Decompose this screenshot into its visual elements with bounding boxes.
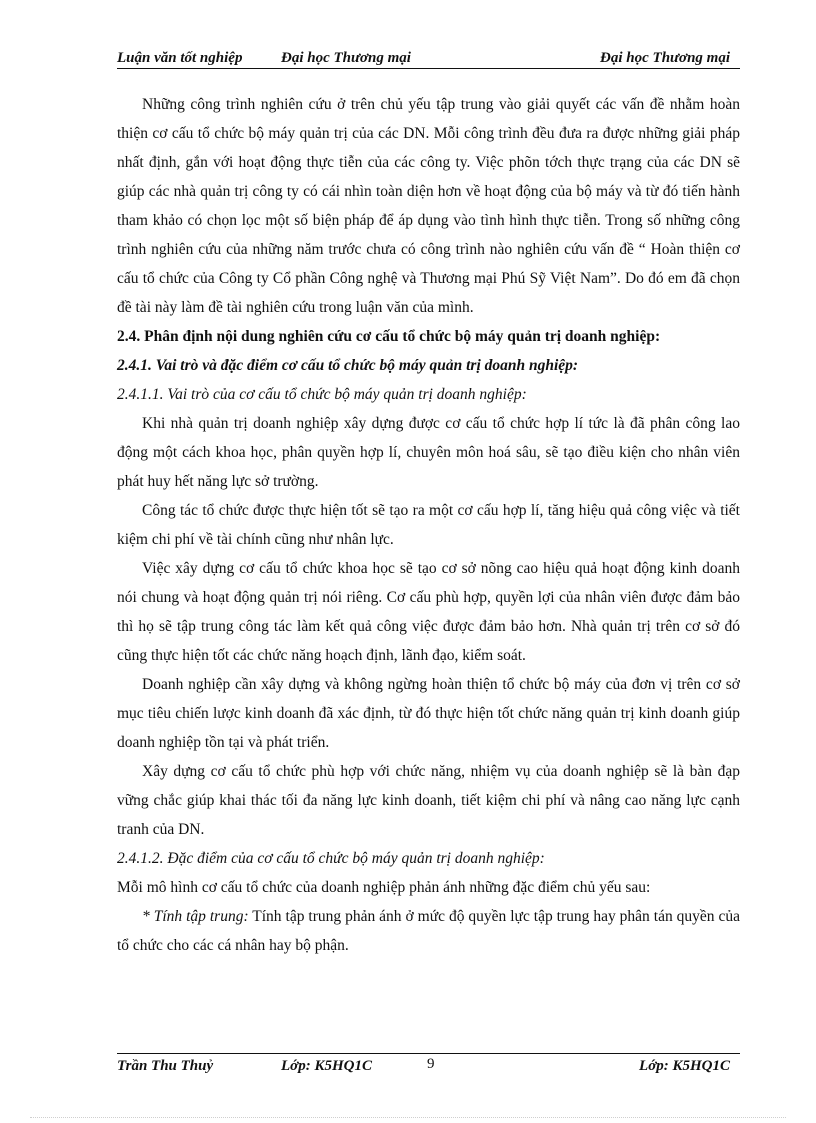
heading-2-4-1-1: 2.4.1.1. Vai trò của cơ cấu tổ chức bộ máy quản trị doanh nghiệp: [117,386,527,403]
header-thesis-label: Luận văn tốt nghiệp [117,50,243,66]
page-header [117,48,740,70]
paragraph-centralization [117,902,740,960]
paragraph-role-1: Khi nhà quản trị doanh nghiệp xây dựng được cơ cấu tổ chức hợp lí tức là đã phân công lao động một cách khoa học, phân quyền hợp lí, chuyên môn hoá sâu, sẽ tạo điều kiện cho nhân viên phát huy hết năng lực sở trường. [117,415,740,490]
page-footer [117,1053,740,1077]
header-rule [117,68,740,69]
header-university-center: Đại học Thương mại [281,50,411,66]
page-number: 9 [427,1056,435,1072]
paragraph-role-2: Công tác tổ chức được thực hiện tốt sẽ tạo ra một cơ cấu hợp lí, tăng hiệu quả công việc và tiết kiệm chi phí về tài chính cũng như nhân lực. [117,502,740,548]
page-bottom-dotted-line [30,1117,786,1118]
paragraph-role-4: Doanh nghiệp cần xây dựng và không ngừng hoàn thiện tổ chức bộ máy của đơn vị trên cơ sở mục tiêu chiến lược kinh doanh đã xác định, từ đó thực hiện tốt chức năng quản trị kinh doanh giúp doanh nghiệp tồn tại và phát triển. [117,676,740,751]
footer-class-left: Lớp: K5HQ1C [281,1058,372,1074]
footer-class-right: Lớp: K5HQ1C [639,1058,730,1074]
paragraph-role-5: Xây dựng cơ cấu tổ chức phù hợp với chức năng, nhiệm vụ của doanh nghiệp sẽ là bàn đạp vững chắc giúp khai thác tối đa năng lực kinh doanh, tiết kiệm chi phí và nâng cao năng lực cạnh tranh của DN. [117,763,740,838]
paragraph-research-review: Những công trình nghiên cứu ở trên chủ yếu tập trung vào giải quyết các vấn đề nhằm hoàn thiện cơ cấu tổ chức bộ máy quản trị của các DN. Mỗi công trình đều đưa ra được những giải pháp nhất định, gắn với hoạt động thực tiễn của các công ty. Việc phõn tớch thực trạng của các DN sẽ giúp các nhà quản trị công ty có cái nhìn toàn diện hơn về hoạt động của bộ máy và từ đó tiến hành tham khảo có chọn lọc một số biện pháp để áp dụng vào tình hình thực tiễn. Trong số những công trình nghiên cứu của những năm trước chưa có công trình nào nghiên cứu vấn đề “ Hoàn thiện cơ cấu tổ chức của Công ty Cổ phần Công nghệ và Thương mại Phú Sỹ Việt Nam”. Do đó em đã chọn đề tài này làm đề tài nghiên cứu trong luận văn của mình. [117,96,740,316]
heading-2-4-1: 2.4.1. Vai trò và đặc điểm cơ cấu tổ chức bộ máy quản trị doanh nghiệp: [117,357,579,374]
paragraph-features-intro: Mỗi mô hình cơ cấu tổ chức của doanh nghiệp phản ánh những đặc điểm chủ yếu sau: [117,879,651,896]
header-university-right: Đại học Thương mại [600,50,730,66]
heading-2-4: 2.4. Phân định nội dung nghiên cứu cơ cấu tổ chức bộ máy quản trị doanh nghiệp: [117,328,661,345]
footer-rule [117,1053,740,1054]
paragraph-role-3: Việc xây dựng cơ cấu tổ chức khoa học sẽ tạo cơ sở nõng cao hiệu quả hoạt động kinh doanh nói chung và hoạt động quản trị nói riêng. Cơ cấu phù hợp, quyền lợi của nhân viên được đảm bảo thì họ sẽ tập trung công tác làm kết quả công việc được đảm bảo hơn. Nhà quản trị trên cơ sở đó cũng thực hiện tốt các chức năng hoạch định, lãnh đạo, kiểm soát. [117,560,740,664]
footer-author: Trần Thu Thuỷ [117,1058,214,1074]
page-body [117,90,740,960]
heading-2-4-1-2: 2.4.1.2. Đặc điểm của cơ cấu tổ chức bộ máy quản trị doanh nghiệp: [117,850,545,867]
centralization-lead: * Tính tập trung: [142,908,249,925]
centralization-text: Tính tập trung phản ánh ở mức độ quyền lực tập trung hay phân tán quyền của tổ chức cho các cá nhân hay bộ phận. [117,908,740,954]
